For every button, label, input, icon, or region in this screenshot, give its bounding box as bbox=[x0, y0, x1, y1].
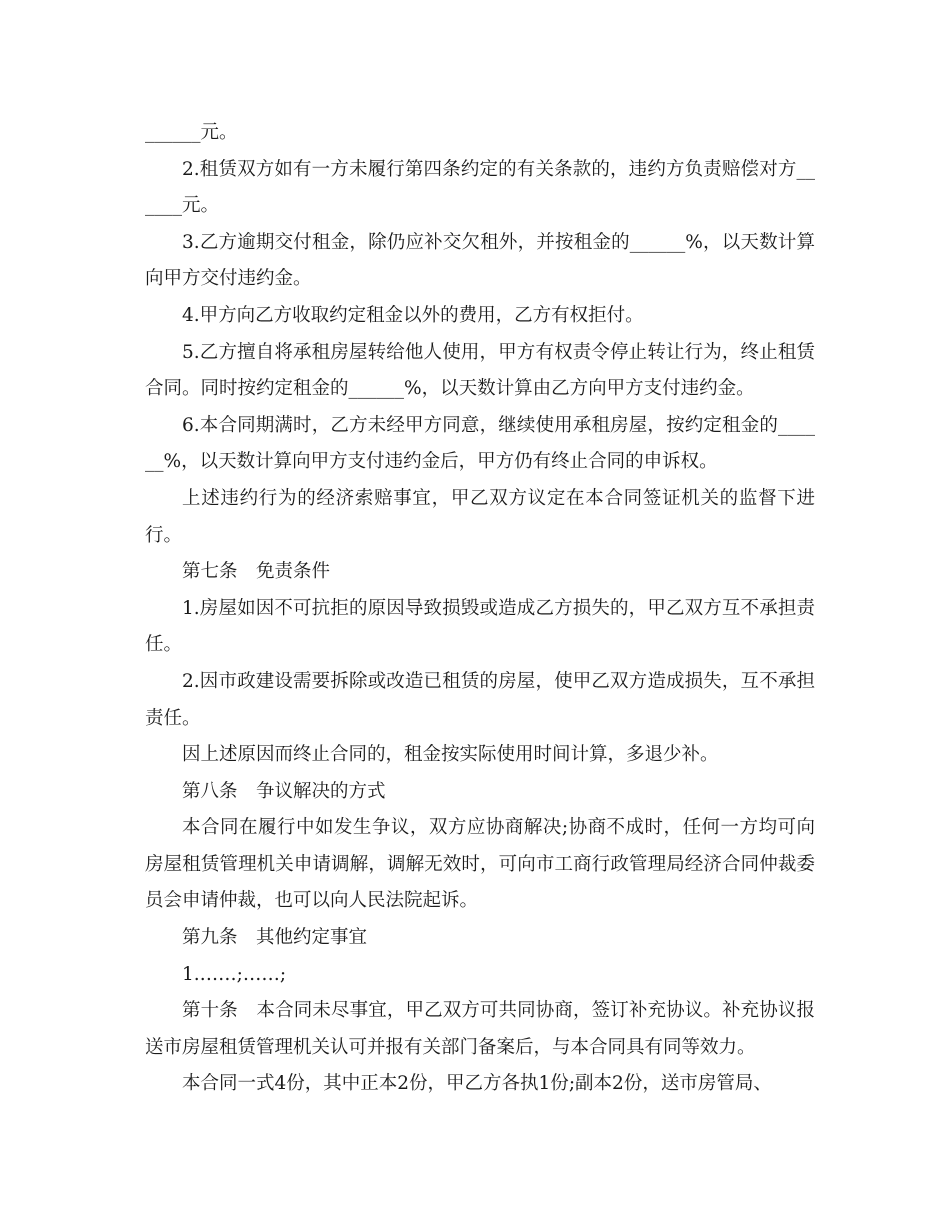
paragraph-clause-6: 6.本合同期满时，乙方未经甲方同意，继续使用承租房屋，按约定租金的______%，以天数计算向甲方支付违约金后，甲方仍有终止合同的申诉权。 bbox=[145, 414, 815, 473]
article-7-heading: 第七条 免责条件 bbox=[182, 561, 331, 583]
article-8-heading: 第八条 争议解决的方式 bbox=[182, 780, 386, 802]
contract-body bbox=[145, 115, 815, 1103]
paragraph-clause-5: 5.乙方擅自将承租房屋转给他人使用，甲方有权责令停止转让行为，终止租赁合同。同时按约定租金的______%，以天数计算由乙方向甲方支付违约金。 bbox=[145, 341, 815, 400]
paragraph-article-9-item-1: 1.……;……; bbox=[182, 963, 287, 985]
paragraph-clause-3: 3.乙方逾期交付租金，除仍应补交欠租外，并按租金的______%，以天数计算向甲方交付违约金。 bbox=[145, 231, 815, 290]
paragraph-compensation-note: 上述违约行为的经济索赔事宜，甲乙双方议定在本合同签证机关的监督下进行。 bbox=[145, 487, 815, 546]
paragraph-article-7-note: 因上述原因而终止合同的，租金按实际使用时间计算，多退少补。 bbox=[182, 744, 719, 766]
paragraph-article-7-item-1: 1.房屋如因不可抗拒的原因导致损毁或造成乙方损失的，甲乙双方互不承担责任。 bbox=[145, 597, 815, 656]
paragraph-article-10: 第十条 本合同未尽事宜，甲乙双方可共同协商，签订补充协议。补充协议报送市房屋租赁管理机关认可并报有关部门备案后，与本合同具有同等效力。 bbox=[145, 1000, 815, 1058]
paragraph-copies: 本合同一式4份，其中正本2份，甲乙方各执1份;副本2份，送市房管局、 bbox=[182, 1073, 772, 1095]
paragraph-article-8-body: 本合同在履行中如发生争议，双方应协商解决;协商不成时，任何一方均可向房屋租赁管理机关申请调解，调解无效时，可向市工商行政管理局经济合同仲裁委员会申请仲裁，也可以向人民法院起诉。 bbox=[145, 817, 815, 912]
paragraph-clause-2: 2.租赁双方如有一方未履行第四条约定的有关条款的，违约方负责赔偿对方______元。 bbox=[145, 158, 815, 217]
paragraph-article-7-item-2: 2.因市政建设需要拆除或改造已租赁的房屋，使甲乙双方造成损失，互不承担责任。 bbox=[145, 670, 815, 729]
paragraph-blank-amount: ______元。 bbox=[145, 122, 238, 143]
paragraph-clause-4: 4.甲方向乙方收取约定租金以外的费用，乙方有权拒付。 bbox=[182, 304, 644, 326]
article-9-heading: 第九条 其他约定事宜 bbox=[182, 927, 368, 949]
